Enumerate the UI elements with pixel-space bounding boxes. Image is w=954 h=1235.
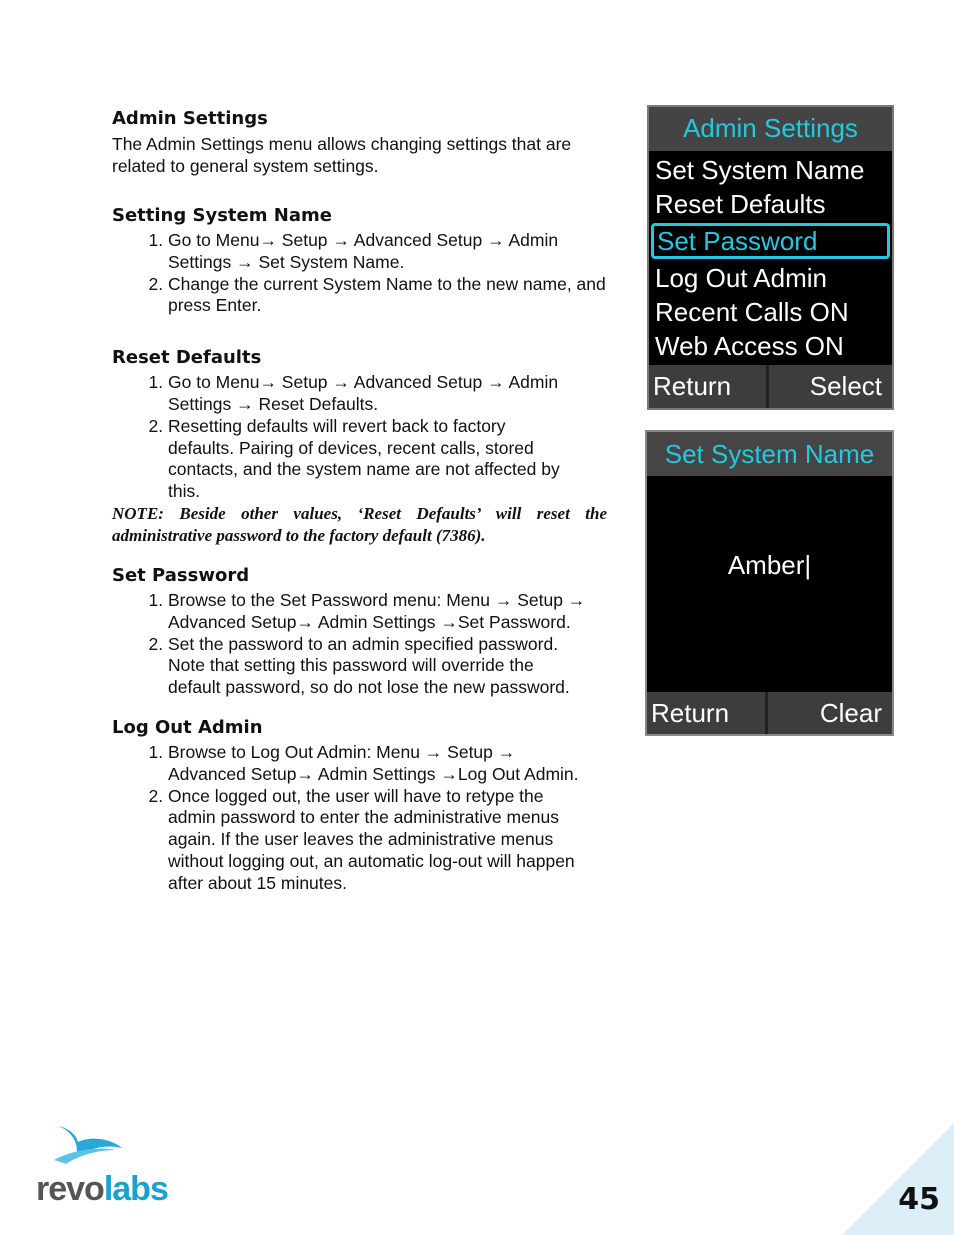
- name-value: Amber|: [727, 550, 812, 580]
- heading-log-out-admin: Log Out Admin: [112, 716, 263, 738]
- list-item: 1. Go to Menu→ Setup → Advanced Setup → Admin Settings → Set System Name.: [168, 230, 607, 274]
- system-name-steps: [112, 230, 607, 317]
- logout-steps: [112, 742, 607, 895]
- list-item: 1. Browse to Log Out Admin: Menu → Setup → Advanced Setup→ Admin Settings →Log Out Admin.: [168, 742, 589, 786]
- softkey-bar: [647, 692, 892, 734]
- password-steps: [112, 590, 607, 699]
- heading-reset-defaults: Reset Defaults: [112, 347, 262, 369]
- page-number: 45: [898, 1182, 940, 1217]
- admin-settings-screen: [647, 105, 894, 410]
- clear-softkey[interactable]: Clear: [819, 698, 882, 728]
- set-system-name-screen: [645, 430, 894, 736]
- list-item: 1. Browse to the Set Password menu: Menu → Setup → Advanced Setup→ Admin Settings →Set Password.: [168, 590, 589, 634]
- menu-item-reset-defaults[interactable]: Reset Defaults: [655, 189, 826, 219]
- select-softkey[interactable]: Select: [809, 371, 882, 401]
- reset-note: NOTE: Beside other values, ‘Reset Defaults’ will reset the administrative password to the factory default (7386).: [112, 503, 607, 545]
- text-column: [112, 108, 607, 895]
- reset-steps: [112, 372, 607, 503]
- screen-title: Admin Settings: [649, 107, 892, 151]
- admin-settings-intro: The Admin Settings menu allows changing settings that are related to general system settings.: [112, 134, 572, 176]
- menu-item-set-system-name[interactable]: Set System Name: [655, 155, 865, 185]
- screen-title: Set System Name: [647, 432, 892, 476]
- list-item: 1. Go to Menu→ Setup → Advanced Setup → Admin Settings → Reset Defaults.: [168, 372, 569, 416]
- list-item: 2. Resetting defaults will revert back to factory defaults. Pairing of devices, recent calls, stored contacts, and the system name are not affected by this.: [168, 416, 569, 503]
- heading-set-password: Set Password: [112, 564, 250, 586]
- revolabs-logo-icon: [36, 1120, 156, 1170]
- revolabs-wordmark: revolabs: [36, 1170, 168, 1208]
- list-item: 2. Change the current System Name to the new name, and press Enter.: [168, 274, 607, 318]
- menu-item-web-access[interactable]: Web Access ON: [655, 331, 844, 361]
- menu-list: [649, 151, 892, 363]
- menu-item-set-password[interactable]: Set Password: [651, 223, 890, 259]
- page-corner-decoration: [842, 1123, 954, 1235]
- menu-item-log-out-admin[interactable]: Log Out Admin: [655, 263, 827, 293]
- list-item: 2. Set the password to an admin specified password. Note that setting this password will override the default password, so do not lose the new password.: [168, 634, 589, 699]
- name-entry-field[interactable]: [647, 550, 892, 581]
- menu-item-recent-calls[interactable]: Recent Calls ON: [655, 297, 849, 327]
- list-item: 2. Once logged out, the user will have to retype the admin password to enter the administrative menus again. If the user leaves the administrative menus without logging out, an automatic log-out will happen after about 15 minutes.: [168, 786, 589, 895]
- heading-setting-system-name: Setting System Name: [112, 205, 332, 226]
- softkey-bar: [649, 365, 892, 408]
- return-softkey[interactable]: Return: [647, 692, 768, 734]
- heading-admin-settings: Admin Settings: [112, 108, 268, 129]
- return-softkey[interactable]: Return: [649, 365, 769, 408]
